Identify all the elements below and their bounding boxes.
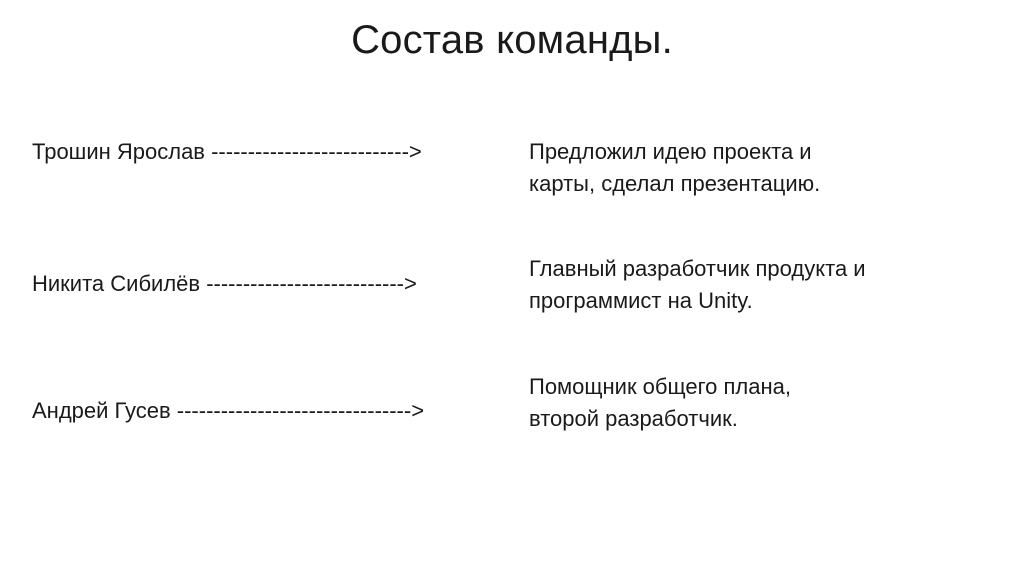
member-description-line: Главный разработчик продукта и bbox=[529, 256, 866, 281]
team-member-row bbox=[0, 136, 1024, 216]
member-description bbox=[529, 371, 999, 435]
member-name-arrow: Никита Сибилёв ---------------------------> bbox=[32, 271, 417, 296]
member-name-arrow: Андрей Гусев --------------------------------> bbox=[32, 398, 425, 423]
member-description bbox=[529, 136, 999, 200]
member-description bbox=[529, 253, 999, 317]
member-description-line: карты, сделал презентацию. bbox=[529, 171, 821, 196]
member-description-line: программист на Unity. bbox=[529, 288, 753, 313]
member-description-line: Предложил идею проекта и bbox=[529, 139, 812, 164]
team-member-row bbox=[0, 371, 1024, 451]
slide-title: Состав команды. bbox=[351, 18, 673, 62]
member-name-arrow: Трошин Ярослав ---------------------------> bbox=[32, 139, 422, 164]
team-member-row bbox=[0, 253, 1024, 333]
member-description-line: Помощник общего плана, bbox=[529, 374, 791, 399]
member-description-line: второй разработчик. bbox=[529, 406, 738, 431]
